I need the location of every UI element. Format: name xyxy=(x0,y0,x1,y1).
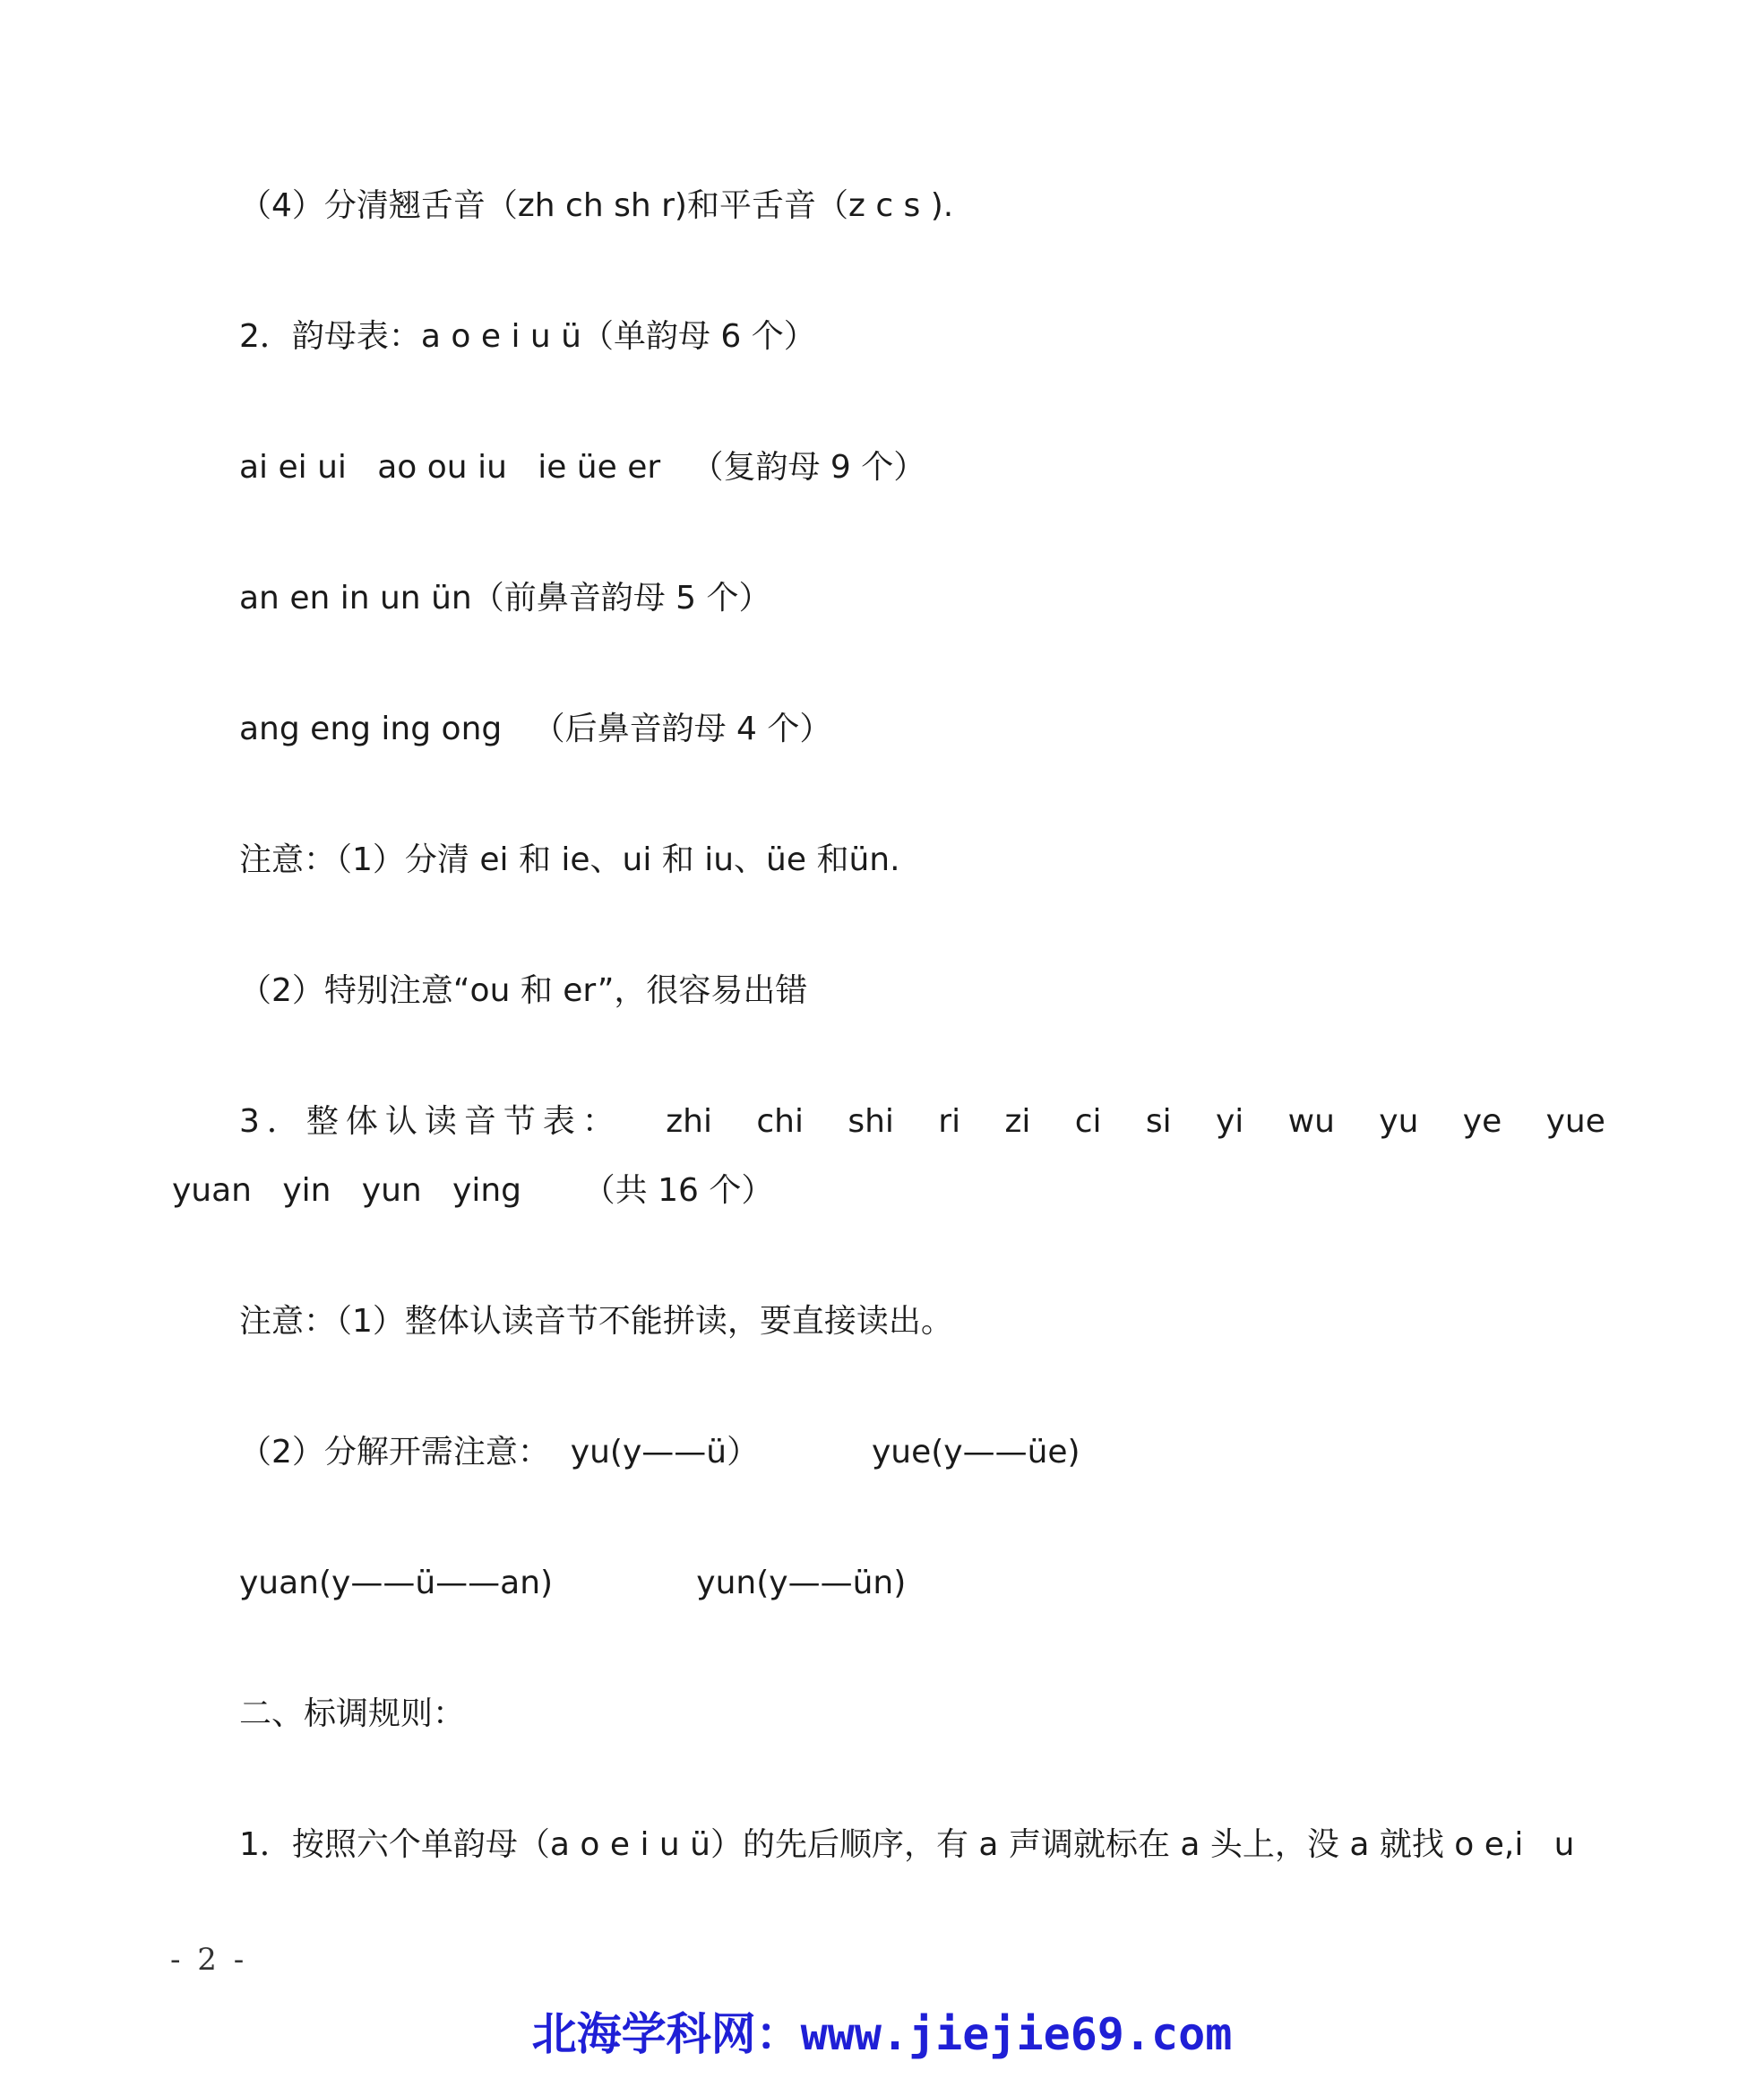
syllable-item: shi xyxy=(848,1103,894,1140)
syllable-item: yi xyxy=(1215,1103,1244,1140)
syllable-item: ci xyxy=(1074,1103,1102,1140)
syllable-item: zi xyxy=(1004,1103,1031,1140)
syllable-item: yu xyxy=(1379,1103,1419,1140)
text-line-decompose-yu-yue: （2）分解开需注意： yu(y——ü） yue(y——üe) xyxy=(239,1434,1080,1471)
text-line-compound-finals: ai ei ui ao ou iu ie üe er （复韵母 9 个） xyxy=(239,449,926,486)
section-heading-tone-rules: 二、标调规则： xyxy=(239,1695,466,1732)
syllable-item: ye xyxy=(1462,1103,1502,1140)
syllable-table-continuation: yuan yin yun ying （共 16 个） xyxy=(172,1172,774,1209)
text-line-front-nasal-finals: an en in un ün（前鼻音韵母 5 个） xyxy=(239,580,771,617)
text-line-decompose-yuan-yun: yuan(y——ü——an) yun(y——ün) xyxy=(239,1565,907,1601)
text-line-note-2: （2）特别注意“ou 和 er”，很容易出错 xyxy=(239,972,808,1009)
syllable-table-row xyxy=(239,1100,1605,1143)
text-line-single-finals: 2．韵母表：a o e i u ü（单韵母 6 个） xyxy=(239,318,816,355)
syllable-item: zhi xyxy=(666,1103,712,1140)
syllable-item: yue xyxy=(1545,1103,1605,1140)
text-line-tone-rule-1: 1．按照六个单韵母（a o e i u ü）的先后顺序，有 a 声调就标在 a 头上，没 a 就找 o e,i u xyxy=(239,1826,1575,1863)
syllable-item: wu xyxy=(1287,1103,1335,1140)
text-line-note-whole-syllables: 注意：（1）整体认读音节不能拼读，要直接读出。 xyxy=(239,1303,953,1340)
syllable-table-label: 3．整体认读音节表： xyxy=(239,1103,622,1140)
text-line-zh-ch-sh: （4）分清翘舌音（zh ch sh r)和平舌音（z c s ). xyxy=(239,187,954,224)
syllable-item: si xyxy=(1145,1103,1172,1140)
page-number: - 2 - xyxy=(170,1942,248,1978)
text-line-note-1: 注意：（1）分清 ei 和 ie、ui 和 iu、üe 和ün. xyxy=(239,841,900,878)
syllable-item: chi xyxy=(756,1103,804,1140)
footer-website-link[interactable]: 北海学科网：www.jiejie69.com xyxy=(531,2008,1233,2060)
text-line-back-nasal-finals: ang eng ing ong （后鼻音韵母 4 个） xyxy=(239,711,832,747)
syllable-item: ri xyxy=(938,1103,961,1140)
